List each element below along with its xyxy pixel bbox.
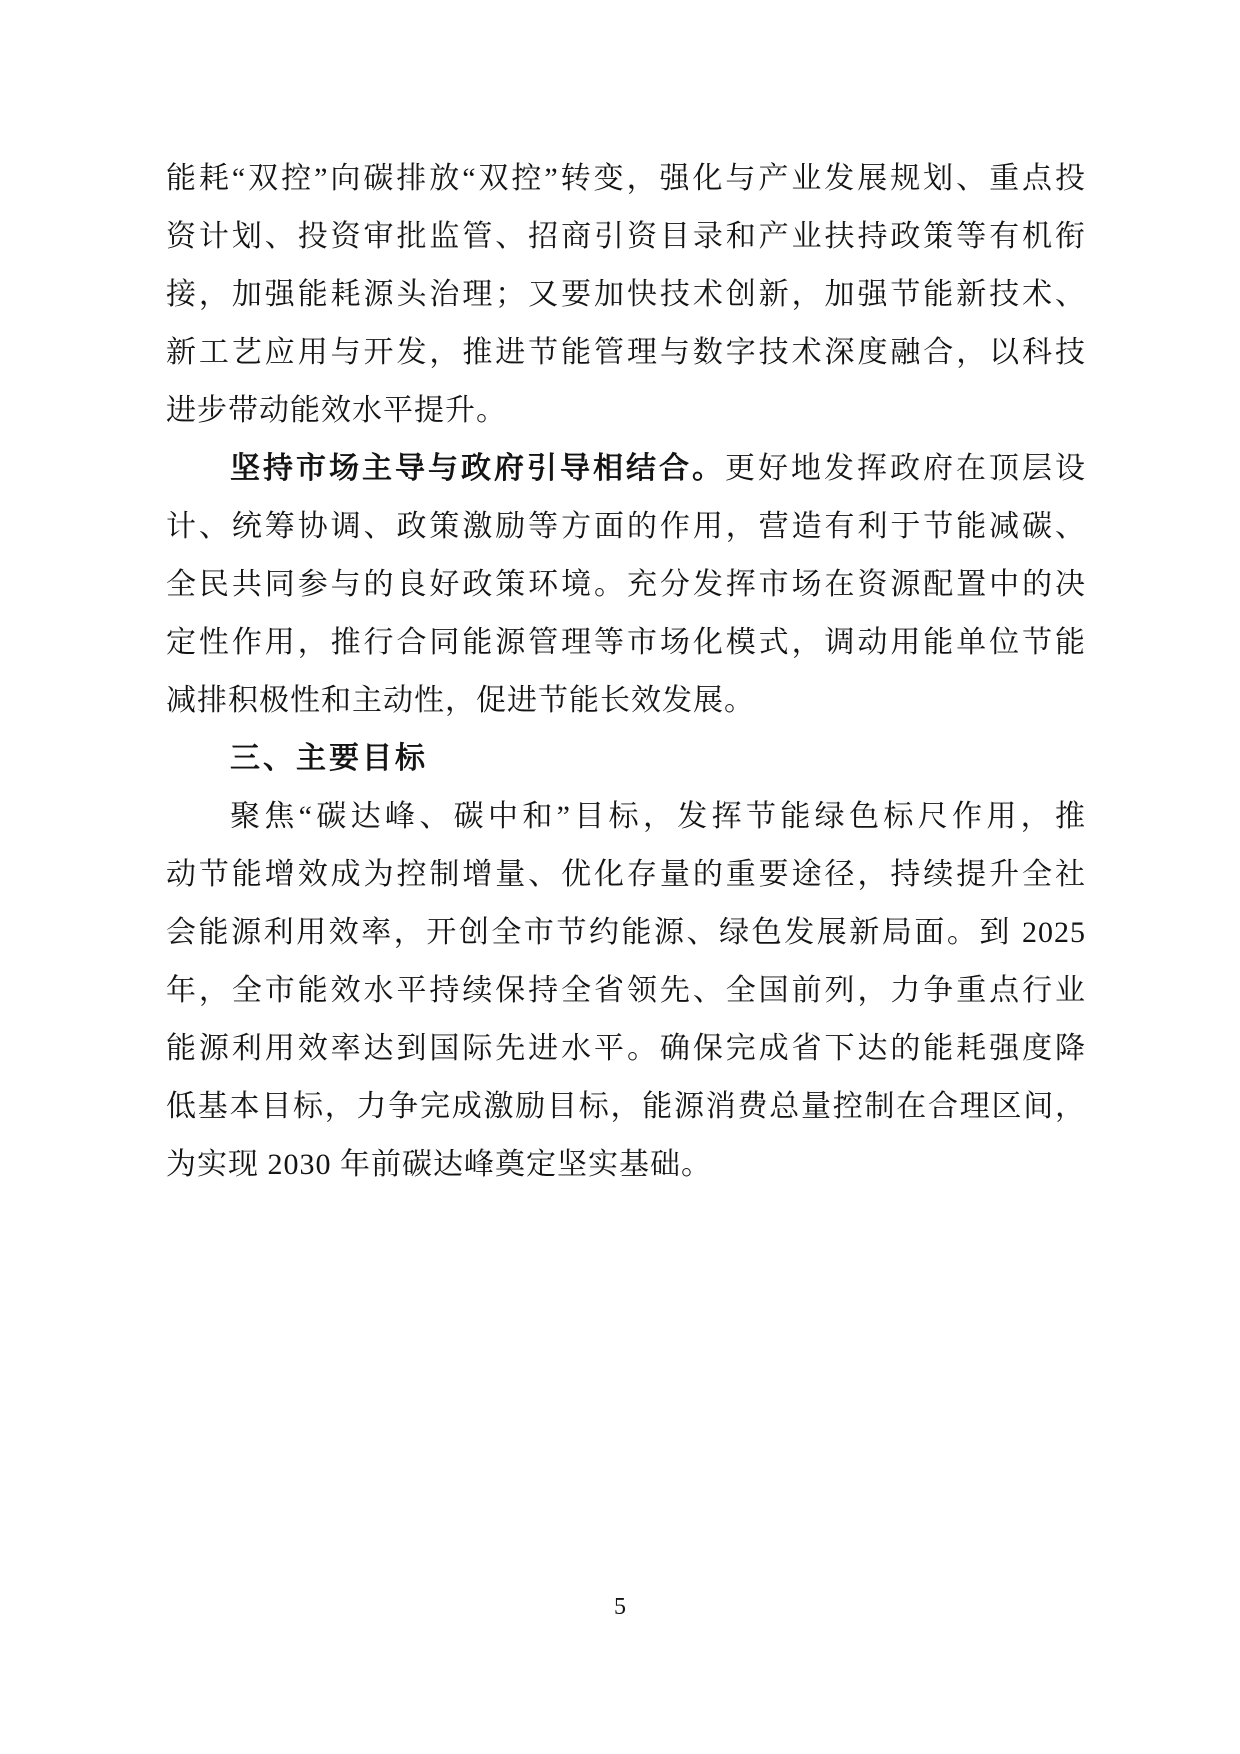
text-segment: 定性作用，推行合同能源管理等市场化模式，调动用能单位节能	[166, 626, 1086, 659]
text-line	[166, 1078, 1086, 1136]
text-segment: 低基本目标，力争完成激励目标，能源消费总量控制在合理区间，	[166, 1090, 1086, 1123]
text-line	[166, 672, 1086, 730]
text-segment: 全民共同参与的良好政策环境。充分发挥市场在资源配置中的决	[166, 568, 1086, 601]
text-segment: 动节能增效成为控制增量、优化存量的重要途径，持续提升全社	[166, 858, 1086, 891]
text-segment: 年，全市能效水平持续保持全省领先、全国前列，力争重点行业	[166, 974, 1086, 1007]
text-line	[166, 440, 1086, 498]
text-line	[166, 556, 1086, 614]
text-segment: 接，加强能耗源头治理；又要加快技术创新，加强节能新技术、	[166, 278, 1086, 311]
bold-text-segment: 坚持市场主导与政府引导相结合。	[230, 452, 725, 485]
text-line	[166, 150, 1086, 208]
text-line	[166, 1020, 1086, 1078]
section-heading	[166, 730, 1086, 788]
text-line	[166, 382, 1086, 440]
text-segment: 会能源利用效率，开创全市节约能源、绿色发展新局面。到 2025	[166, 916, 1086, 949]
text-segment: 资计划、投资审批监管、招商引资目录和产业扶持政策等有机衔	[166, 220, 1086, 253]
text-segment: 新工艺应用与开发，推进节能管理与数字技术深度融合，以科技	[166, 336, 1086, 369]
page-footer	[0, 1594, 1240, 1621]
text-line	[166, 266, 1086, 324]
text-segment: 为实现 2030 年前碳达峰奠定坚实基础。	[166, 1148, 712, 1181]
text-segment: 能耗“双控”向碳排放“双控”转变，强化与产业发展规划、重点投	[166, 162, 1086, 195]
text-line	[166, 962, 1086, 1020]
text-line	[166, 904, 1086, 962]
text-segment: 计、统筹协调、政策激励等方面的作用，营造有利于节能减碳、	[166, 510, 1086, 543]
page-number: 5	[614, 1594, 626, 1620]
text-segment: 进步带动能效水平提升。	[166, 394, 507, 427]
text-line	[166, 208, 1086, 266]
text-segment: 聚焦“碳达峰、碳中和”目标，发挥节能绿色标尺作用，推	[230, 800, 1086, 833]
bold-text-segment: 三、主要目标	[230, 742, 428, 775]
text-segment: 减排积极性和主动性，促进节能长效发展。	[166, 684, 755, 717]
text-line	[166, 324, 1086, 382]
text-line	[166, 498, 1086, 556]
text-line	[166, 614, 1086, 672]
text-line	[166, 788, 1086, 846]
text-segment: 能源利用效率达到国际先进水平。确保完成省下达的能耗强度降	[166, 1032, 1086, 1065]
text-segment: 更好地发挥政府在顶层设	[725, 452, 1086, 485]
text-line	[166, 846, 1086, 904]
text-line	[166, 1136, 1086, 1194]
document-body	[166, 150, 1086, 1194]
